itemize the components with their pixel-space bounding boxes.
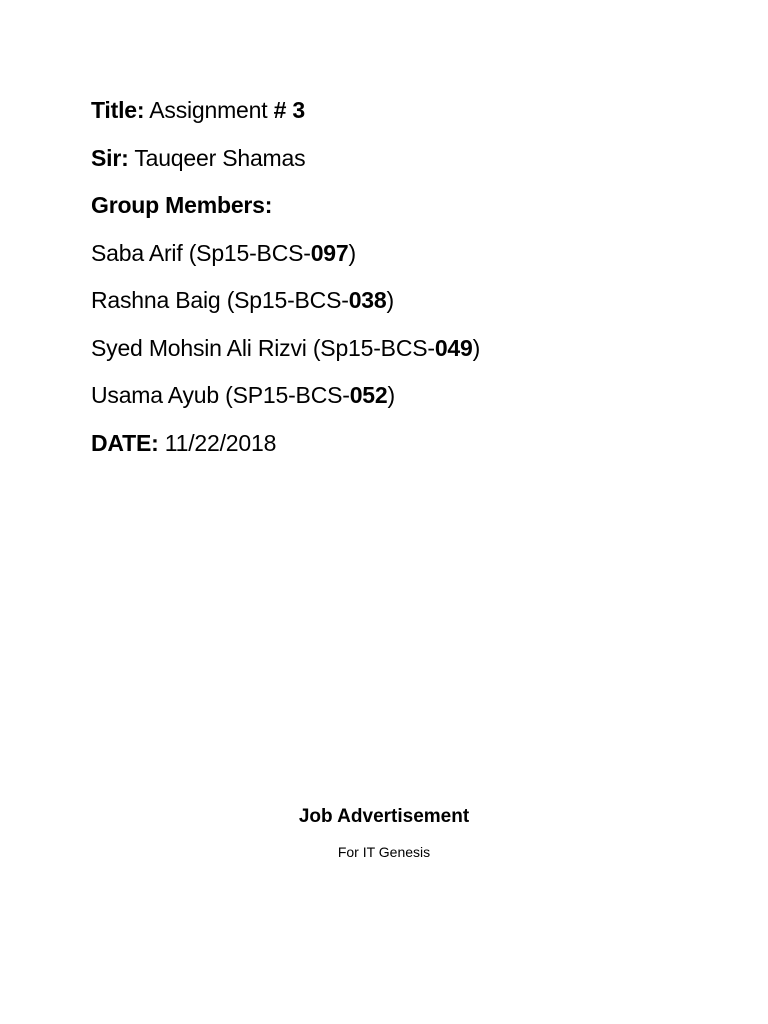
instructor-label: Sir: bbox=[91, 144, 129, 171]
member-name: Usama Ayub (SP15-BCS- bbox=[91, 382, 350, 408]
member-line bbox=[91, 285, 711, 315]
instructor-name: Tauqeer Shamas bbox=[128, 144, 306, 171]
cover-details bbox=[91, 95, 711, 475]
member-suffix: ) bbox=[386, 287, 394, 313]
member-suffix: ) bbox=[348, 239, 356, 266]
member-roll-number: 038 bbox=[348, 287, 387, 313]
instructor-line bbox=[91, 143, 711, 173]
title-label: Title: bbox=[91, 97, 145, 123]
member-suffix: ) bbox=[387, 382, 395, 408]
assignment-number: # 3 bbox=[273, 97, 305, 123]
member-name: Rashna Baig (Sp15-BCS- bbox=[91, 287, 349, 313]
member-suffix: ) bbox=[472, 334, 481, 361]
member-name: Syed Mohsin Ali Rizvi (Sp15-BCS- bbox=[91, 334, 435, 361]
date-line bbox=[91, 428, 711, 458]
title-text: Assignment bbox=[144, 97, 274, 123]
member-line bbox=[91, 333, 711, 363]
advertisement-title: Job Advertisement bbox=[298, 806, 470, 827]
title-line bbox=[91, 95, 711, 125]
member-roll-number: 052 bbox=[349, 382, 388, 408]
group-members-heading: Group Members: bbox=[91, 192, 273, 218]
member-roll-number: 097 bbox=[310, 239, 349, 266]
advertisement-subtitle: For IT Genesis bbox=[337, 844, 431, 860]
advertisement-heading bbox=[0, 804, 768, 862]
member-line bbox=[91, 380, 711, 410]
date-value: 11/22/2018 bbox=[158, 429, 277, 456]
member-roll-number: 049 bbox=[434, 334, 473, 361]
member-name: Saba Arif (Sp15-BCS- bbox=[91, 239, 311, 266]
member-line bbox=[91, 238, 711, 268]
date-label: DATE: bbox=[91, 429, 159, 456]
